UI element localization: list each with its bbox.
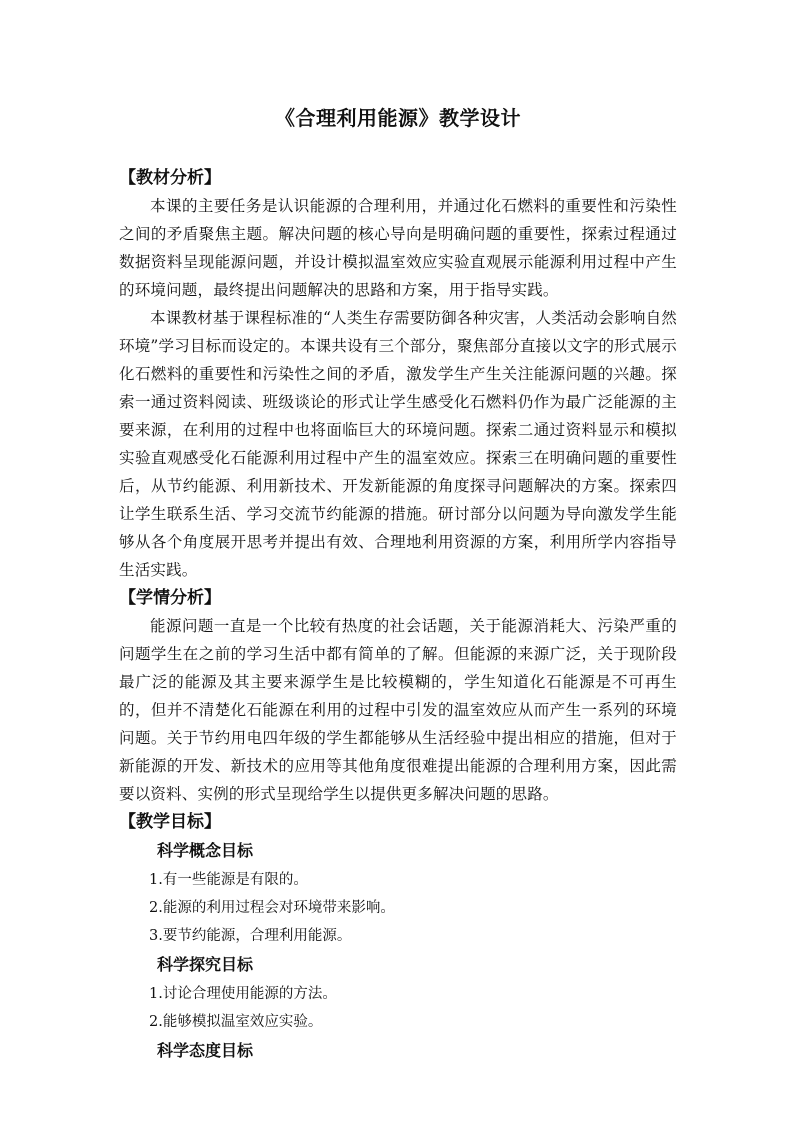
objective-subheading: 科学探究目标 bbox=[157, 955, 254, 974]
document-body bbox=[119, 104, 677, 1066]
objective-item: 1.讨论合理使用能源的方法。 bbox=[149, 986, 337, 1002]
section-heading-learner-analysis: 【学情分析】 bbox=[119, 588, 221, 608]
objective-item: 2.能源的利用过程会对环境带来影响。 bbox=[149, 900, 395, 916]
paragraph: 本课教材基于课程标准的“人类生存需要防御各种灾害，人类活动会影响自然环境”学习目标而设定的。本课共设有三个部分，聚焦部分直接以文字的形式展示化石燃料的重要性和污染性之间的矛盾，激发学生产生关注能源问题的兴趣。探索一通过资料阅读、班级谈论的形式让学生感受化石燃料仍作为最广泛能源的主要来源，在利用的过程中也将面临巨大的环境问题。探索二通过资料显示和模拟实验直观感受化石能源利用过程中产生的温室效应。探索三在明确问题的重要性后，从节约能源、利用新技术、开发新能源的角度探寻问题解决的方案。探索四让学生联系生活、学习交流节约能源的措施。研讨部分以问题为导向激发学生能够从各个角度展开思考并提出有效、合理地利用资源的方案，利用所学内容指导生活实践。 bbox=[119, 309, 677, 579]
objective-item: 1.有一些能源是有限的。 bbox=[149, 872, 308, 888]
paragraph: 能源问题一直是一个比较有热度的社会话题，关于能源消耗大、污染严重的问题学生在之前的学习生活中都有简单的了解。但能源的来源广泛，关于现阶段最广泛的能源及其主要来源学生是比较模糊的，学生知道化石能源是不可再生的，但并不清楚化石能源在利用的过程中引发的温室效应从而产生一系列的环境问题。关于节约用电四年级的学生都能够从生活经验中提出相应的措施，但对于新能源的开发、新技术的应用等其他角度很难提出能源的合理利用方案，因此需要以资料、实例的形式呈现给学生以提供更多解决问题的思路。 bbox=[119, 617, 677, 803]
section-teaching-objectives bbox=[119, 808, 677, 1066]
section-textbook-analysis bbox=[119, 164, 677, 584]
objective-group-inquiry bbox=[119, 950, 677, 1036]
section-heading-textbook-analysis: 【教材分析】 bbox=[119, 168, 221, 188]
document-title: 《合理利用能源》教学设计 bbox=[275, 106, 521, 130]
objective-subheading: 科学概念目标 bbox=[157, 841, 254, 860]
section-heading-teaching-objectives: 【教学目标】 bbox=[119, 812, 221, 832]
paragraph: 本课的主要任务是认识能源的合理利用，并通过化石燃料的重要性和污染性之间的矛盾聚焦主题。解决问题的核心导向是明确问题的重要性，探索过程通过数据资料呈现能源问题，并设计模拟温室效应实验直观展示能源利用过程中产生的环境问题，最终提出问题解决的思路和方案，用于指导实践。 bbox=[119, 197, 677, 299]
section-learner-analysis bbox=[119, 584, 677, 808]
objective-group-attitude bbox=[119, 1036, 677, 1066]
objective-subheading: 科学态度目标 bbox=[157, 1041, 254, 1060]
objective-item: 2.能够模拟温室效应实验。 bbox=[149, 1014, 323, 1030]
objective-item: 3.要节约能源，合理利用能源。 bbox=[149, 928, 352, 944]
objective-group-concept bbox=[119, 836, 677, 950]
